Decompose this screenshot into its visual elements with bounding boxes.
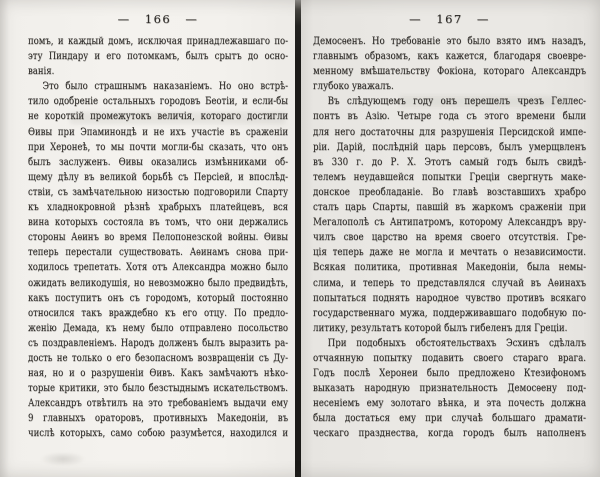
text-line: теперь перестали существовать. Аѳинамъ снова при- (28, 247, 289, 259)
page-166-text (28, 34, 288, 442)
page-167-text (313, 34, 586, 442)
text-line: Въ слѣдующемъ году онъ перешелъ чрезъ Геллес- (327, 96, 586, 108)
text-line: Годъ послѣ Херонеи было предложено Ктезифономъ (313, 368, 586, 380)
text-line: была достаться ему при случаѣ большаго драмати- (313, 413, 586, 425)
text-line: выказать народную признательность Демосѳену под- (313, 383, 586, 395)
text-line: отчаянную попытку подавить своего стараго врага. (313, 352, 586, 364)
text-line: дость не только о его безопасномъ возвращеніи съ Ду- (28, 352, 289, 364)
text-line: эту Пиндару и его потомкамъ, былъ срытъ до осно- (28, 51, 289, 63)
text-line: въ 330 г. до Р. Х. Этотъ самый годъ былъ свидѣ- (313, 156, 586, 168)
text-line: относился такъ враждебно къ его отцу. По предло- (28, 307, 289, 319)
text-line: ходилось трепетать. Хотя отъ Александра можно было (28, 262, 289, 274)
text-line: попытаться поднять народное чувство противъ всякаго (313, 292, 586, 304)
text-line: чилъ свое царство на время своего отсутствія. Гре- (313, 232, 586, 244)
page-number-right: — 167 — (409, 12, 490, 26)
text-line: Это было страшнымъ наказаніемъ. Но оно встрѣ- (42, 81, 289, 93)
text-line: При подобныхъ обстоятельствахъ Эсхинъ сдѣлалъ (327, 337, 586, 349)
text-line: торые критики, это было безстыднымъ искательствомъ. (28, 383, 289, 395)
text-line: Всякая политика, противная Македоніи, была немы- (313, 262, 586, 274)
text-line: глубоко уважалъ. (313, 81, 394, 93)
text-line: ожидать великодушія, но невозможно было предвидѣть, (28, 277, 289, 289)
text-line: телемъ неудавшейся попытки Греціи свергнуть маке- (313, 171, 586, 183)
text-line: сталъ царь Спарты, павшій въ жаркомъ сраженіи при (313, 202, 586, 214)
text-line: для него достаточны для разрушенія Персидской импе- (313, 126, 586, 138)
text-line: щему дѣлу въ великой борьбѣ съ Персіей, и впослѣд- (28, 171, 289, 183)
text-line: менному вмѣшательству Фокіона, котораго Александръ (313, 66, 586, 78)
text-line: какъ поступитъ онъ съ городомъ, который постоянно (28, 292, 289, 304)
text-line: числѣ которыхъ, само собою разумѣется, находился и (28, 428, 289, 440)
text-line: къ хладнокровной рѣзнѣ храбрыхъ платейцевъ, вся (28, 202, 289, 214)
text-line: Мегалополѣ съ Антипатромъ, которому Александръ вру- (313, 217, 586, 229)
text-line: не короткій промежутокъ величія, котораго достигли (28, 111, 289, 123)
text-line: слима, и теперь то представлялся случай въ Аѳинахъ (313, 277, 586, 289)
text-line: государственнаго мужа, поддерживавшаго подобную по- (313, 307, 586, 319)
text-line: женію Демада, къ нему было отправлено посольство (28, 322, 289, 334)
page-number-left: — 166 — (117, 12, 199, 26)
text-line: стороны Аѳинъ во время Пелопонезской войны. Ѳивы (28, 232, 289, 244)
text-line: несеніемъ ему золотаго вѣнка, и эта почесть должна (313, 398, 586, 410)
text-line: донское преобладаніе. Во главѣ возставшихъ храбро (313, 186, 586, 198)
text-line: 9 главныхъ ораторовъ, противныхъ Македоніи, въ (28, 413, 289, 425)
text-line: Ѳивы при Эпаминондѣ и не ихъ участіе въ сраженіи (28, 126, 289, 138)
text-line: ческаго празднества, когда городъ былъ наполненъ (313, 428, 586, 440)
text-line: ріи. Дарій, послѣдній царь персовъ, былъ умерщвленъ (313, 141, 586, 153)
book-gutter-shadow (295, 0, 301, 477)
text-line: помъ, и каждый домъ, исключая принадлежавшаго по- (28, 36, 289, 47)
text-line: тило одобреніе остальныхъ городовъ Беотіи, и если-бы (28, 96, 289, 108)
text-line: съ поздравленіемъ. Народъ долженъ былъ выразить ра- (28, 337, 289, 349)
text-line: при Херонеѣ, то мы почти могли-бы сказать, что онъ (28, 141, 289, 153)
text-line: ванія. (28, 66, 55, 78)
text-line: былъ заслуженъ. Ѳивы оказались измѣнниками об- (28, 156, 289, 168)
text-line: понтъ въ Азію. Четыре года съ этого времени были (313, 111, 586, 123)
text-line: ція теперь даже не могла и мечтать о независимости. (313, 247, 586, 259)
text-line: ствіи, съ замѣчательною низостью подговорили Спарту (28, 186, 289, 198)
text-line: Демосѳенъ. Но требованіе это было взято имъ назадъ, (313, 36, 586, 47)
text-line: ная, но и о разрушеніи Ѳивъ. Какъ замѣчаютъ нѣко- (28, 368, 289, 380)
text-line: главнымъ образомъ, какъ кажется, благодаря своевре- (313, 51, 586, 63)
text-line: литику, результатъ которой былъ гибеленъ для Греціи. (313, 322, 568, 334)
text-line: вина которыхъ состояла въ томъ, что они держались (28, 217, 289, 229)
text-line: Александръ отвѣтилъ на это требованіемъ выдачи ему (28, 398, 289, 410)
